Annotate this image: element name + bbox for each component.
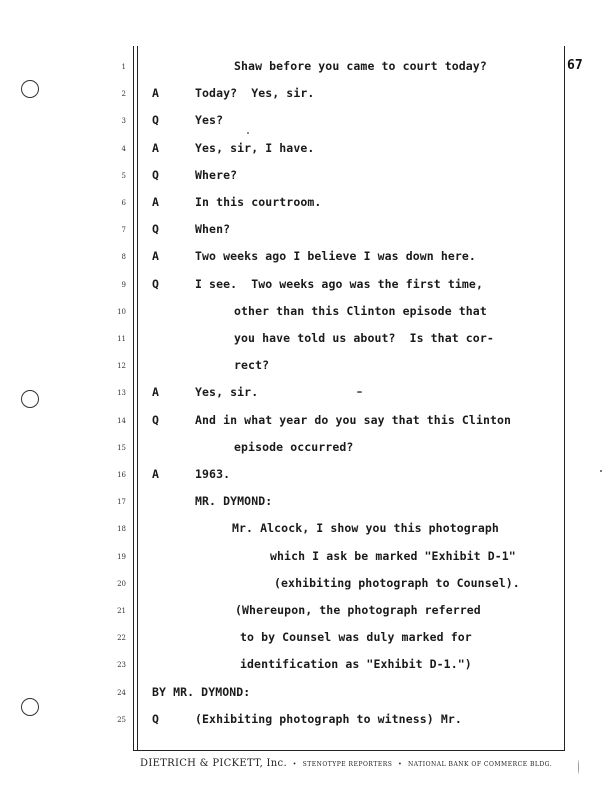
speaker-label: A xyxy=(152,385,159,400)
transcript-line xyxy=(0,410,612,436)
line-text: BY MR. DYMOND: xyxy=(152,684,251,699)
line-number: 16 xyxy=(117,471,126,479)
line-text: (Whereupon, the photograph referred xyxy=(235,603,481,617)
transcript-line xyxy=(0,464,612,490)
line-number: 23 xyxy=(117,661,126,670)
transcript-line xyxy=(0,192,612,218)
line-number: 5 xyxy=(121,171,126,180)
line-number: 15 xyxy=(117,443,126,452)
speaker-label: Q xyxy=(152,711,159,726)
line-number: 3 xyxy=(121,117,126,126)
speaker-label: Q xyxy=(152,167,159,182)
line-text: I see. Two weeks ago was the first time, xyxy=(195,276,483,291)
line-number: 22 xyxy=(117,634,126,643)
speaker-label: A xyxy=(152,195,159,209)
line-text: 1963. xyxy=(195,467,231,481)
transcript-line xyxy=(0,627,612,653)
line-text: Where? xyxy=(195,167,238,182)
footer-separator-2: • xyxy=(398,761,403,768)
transcript-line xyxy=(0,682,612,708)
speaker-label: Q xyxy=(152,222,159,237)
line-number: 12 xyxy=(117,362,126,371)
scan-speck xyxy=(247,132,249,134)
line-number: 4 xyxy=(121,144,126,153)
transcript-line xyxy=(0,301,612,327)
transcript-line xyxy=(0,138,612,164)
line-number: 17 xyxy=(117,498,126,507)
line-text: (exhibiting photograph to Counsel). xyxy=(274,575,520,590)
transcript-line xyxy=(0,355,612,381)
line-number: 7 xyxy=(121,226,126,235)
line-number: 9 xyxy=(121,280,126,289)
line-text: Yes? xyxy=(195,113,224,128)
line-text: In this courtroom. xyxy=(195,195,322,209)
transcript-line xyxy=(0,709,612,735)
transcript-line xyxy=(0,382,612,408)
line-number: 14 xyxy=(117,416,126,425)
footer-firm: DIETRICH & PICKETT, Inc. xyxy=(140,758,287,769)
line-text: (Exhibiting photograph to witness) Mr. xyxy=(195,711,462,726)
line-text: Mr. Alcock, I show you this photograph xyxy=(232,521,499,536)
line-text: rect? xyxy=(234,358,270,373)
transcript-line xyxy=(0,573,612,599)
transcript-line xyxy=(0,518,612,544)
footer-address: NATIONAL BANK OF COMMERCE BLDG. xyxy=(408,761,553,768)
line-number: 18 xyxy=(117,525,126,534)
speaker-label: A xyxy=(152,140,159,155)
transcript-line xyxy=(0,165,612,191)
transcript-line xyxy=(0,274,612,300)
line-text: identification as "Exhibit D-1.") xyxy=(240,657,472,672)
page-number: 67 xyxy=(567,58,583,73)
line-text: to by Counsel was duly marked for xyxy=(240,630,472,645)
transcript-line xyxy=(0,328,612,354)
footer xyxy=(140,758,552,769)
line-text: Today? Yes, sir. xyxy=(195,86,315,101)
scan-speck xyxy=(357,391,362,393)
speaker-label: A xyxy=(152,86,159,101)
transcript-line xyxy=(0,437,612,463)
line-number: 24 xyxy=(117,688,126,697)
footer-service: STENOTYPE REPORTERS xyxy=(302,761,393,768)
scan-speck xyxy=(578,760,579,774)
speaker-label: A xyxy=(152,467,159,481)
line-text: MR. DYMOND: xyxy=(195,494,273,509)
line-number: 13 xyxy=(117,389,126,398)
line-text: Yes, sir, I have. xyxy=(195,140,315,155)
line-text: Two weeks ago I believe I was down here. xyxy=(195,249,476,264)
transcript-line xyxy=(0,246,612,272)
line-number: 19 xyxy=(117,552,126,561)
speaker-label: A xyxy=(152,249,159,264)
transcript-line xyxy=(0,219,612,245)
line-text: Yes, sir. xyxy=(195,385,259,400)
line-text: Shaw before you came to court today? xyxy=(234,59,487,73)
line-number: 20 xyxy=(117,579,126,588)
line-text: other than this Clinton episode that xyxy=(234,303,487,318)
speaker-label: Q xyxy=(152,412,159,427)
transcript-line xyxy=(0,56,612,82)
line-text: which I ask be marked "Exhibit D-1" xyxy=(270,548,516,563)
line-number: 8 xyxy=(121,253,126,262)
line-number: 1 xyxy=(121,63,126,71)
line-number: 11 xyxy=(117,335,126,343)
transcript-line xyxy=(0,654,612,680)
line-text: episode occurred? xyxy=(234,439,354,454)
transcript-line xyxy=(0,600,612,626)
speaker-label: Q xyxy=(152,276,159,291)
transcript-line xyxy=(0,546,612,572)
bottom-rule xyxy=(133,750,565,751)
line-text: When? xyxy=(195,222,231,237)
line-text: you have told us about? Is that cor- xyxy=(234,331,494,345)
line-number: 25 xyxy=(117,715,126,724)
transcript-line xyxy=(0,83,612,109)
scan-speck xyxy=(600,470,602,472)
line-number: 2 xyxy=(121,90,126,99)
speaker-label: Q xyxy=(152,113,159,128)
transcript-line xyxy=(0,110,612,136)
transcript-line xyxy=(0,491,612,517)
line-number: 10 xyxy=(117,307,126,316)
line-number: 21 xyxy=(117,607,126,615)
line-number: 6 xyxy=(121,199,126,207)
line-text: And in what year do you say that this Clinton xyxy=(195,412,512,427)
footer-separator-1: • xyxy=(292,761,297,768)
